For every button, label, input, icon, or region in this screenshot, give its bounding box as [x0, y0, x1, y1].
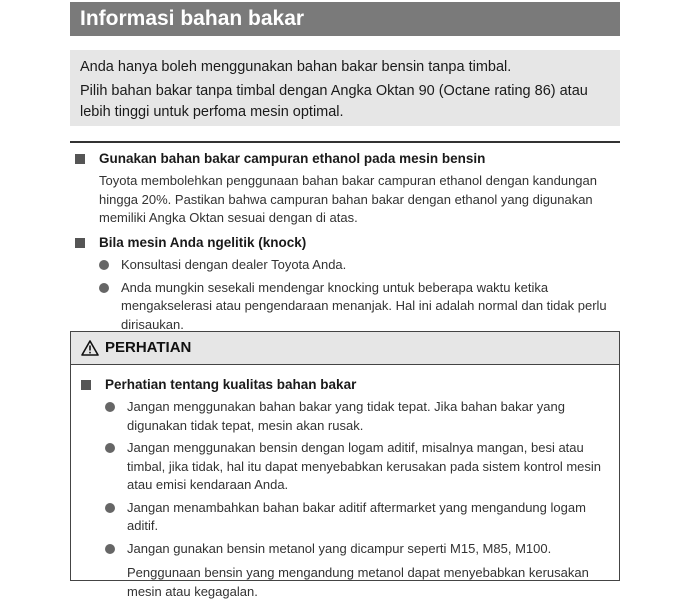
section-ethanol	[75, 150, 620, 228]
section-body: Toyota membolehkan penggunaan bahan bakar campuran ethanol dengan kandungan hingga 20%. Pastikan bahwa campuran bahan bakar dengan ethanol yang digunakan memiliki Angka Oktan sesuai dengan di atas.	[99, 173, 597, 225]
caution-section	[81, 376, 611, 601]
square-bullet-icon	[75, 154, 85, 164]
caution-header	[71, 332, 619, 365]
list-item-text: Jangan menambahkan bahan bakar aditif aftermarket yang mengandung logam aditif.	[127, 499, 586, 533]
caution-heading-text: Perhatian tentang kualitas bahan bakar	[105, 377, 357, 392]
caution-note: Penggunaan bensin yang mengandung metanol dapat menyebabkan kerusakan mesin atau kegagalan.	[127, 565, 589, 599]
list-item	[81, 499, 611, 536]
list-item-text: Konsultasi dengan dealer Toyota Anda.	[121, 257, 347, 272]
section-divider	[70, 141, 620, 143]
info-box	[70, 50, 620, 126]
list-item	[75, 279, 620, 335]
caution-box	[70, 331, 620, 599]
round-bullet-icon	[99, 260, 109, 270]
list-item-text: Jangan menggunakan bensin dengan logam aditif, misalnya mangan, besi atau timbal, jika tidak, hal itu dapat menyebabkan kerusakan pada sistem kontrol mesin atau emisi kendaraan Anda.	[127, 440, 602, 492]
square-bullet-icon	[75, 238, 85, 248]
section-heading-text: Gunakan bahan bakar campuran ethanol pada mesin bensin	[99, 151, 486, 166]
round-bullet-icon	[105, 503, 115, 513]
warning-triangle-icon	[81, 340, 99, 356]
section-heading	[75, 150, 620, 168]
round-bullet-icon	[99, 283, 109, 293]
list-item	[81, 540, 611, 559]
list-item	[81, 439, 611, 495]
page-title: Informasi bahan bakar	[70, 2, 620, 36]
caution-heading	[81, 376, 611, 394]
section-heading-text: Bila mesin Anda ngelitik (knock)	[99, 235, 307, 250]
list-item-text: Anda mungkin sesekali mendengar knocking untuk beberapa waktu ketika mengakselerasi atau pengendaraan menanjak. Hal ini adalah normal dan tidak perlu dirisaukan.	[121, 279, 607, 332]
square-bullet-icon	[81, 380, 91, 390]
list-item	[81, 398, 611, 435]
info-line-unleaded: Anda hanya boleh menggunakan bahan bakar bensin tanpa timbal.	[80, 59, 512, 75]
round-bullet-icon	[105, 544, 115, 554]
info-line-octane: Pilih bahan bakar tanpa timbal dengan Angka Oktan 90 (Octane rating 86) atau lebih tinggi untuk perfoma mesin optimal.	[80, 83, 588, 120]
section-heading	[75, 234, 620, 252]
list-item-text: Jangan menggunakan bahan bakar yang tidak tepat. Jika bahan bakar yang digunakan tidak tepat, mesin akan rusak.	[127, 399, 565, 433]
section-knock	[75, 234, 620, 334]
list-item	[75, 256, 620, 275]
caution-title: PERHATIAN	[105, 339, 192, 356]
round-bullet-icon	[105, 443, 115, 453]
round-bullet-icon	[105, 402, 115, 412]
list-item-text: Jangan gunakan bensin metanol yang dicampur seperti M15, M85, M100.	[127, 540, 552, 556]
